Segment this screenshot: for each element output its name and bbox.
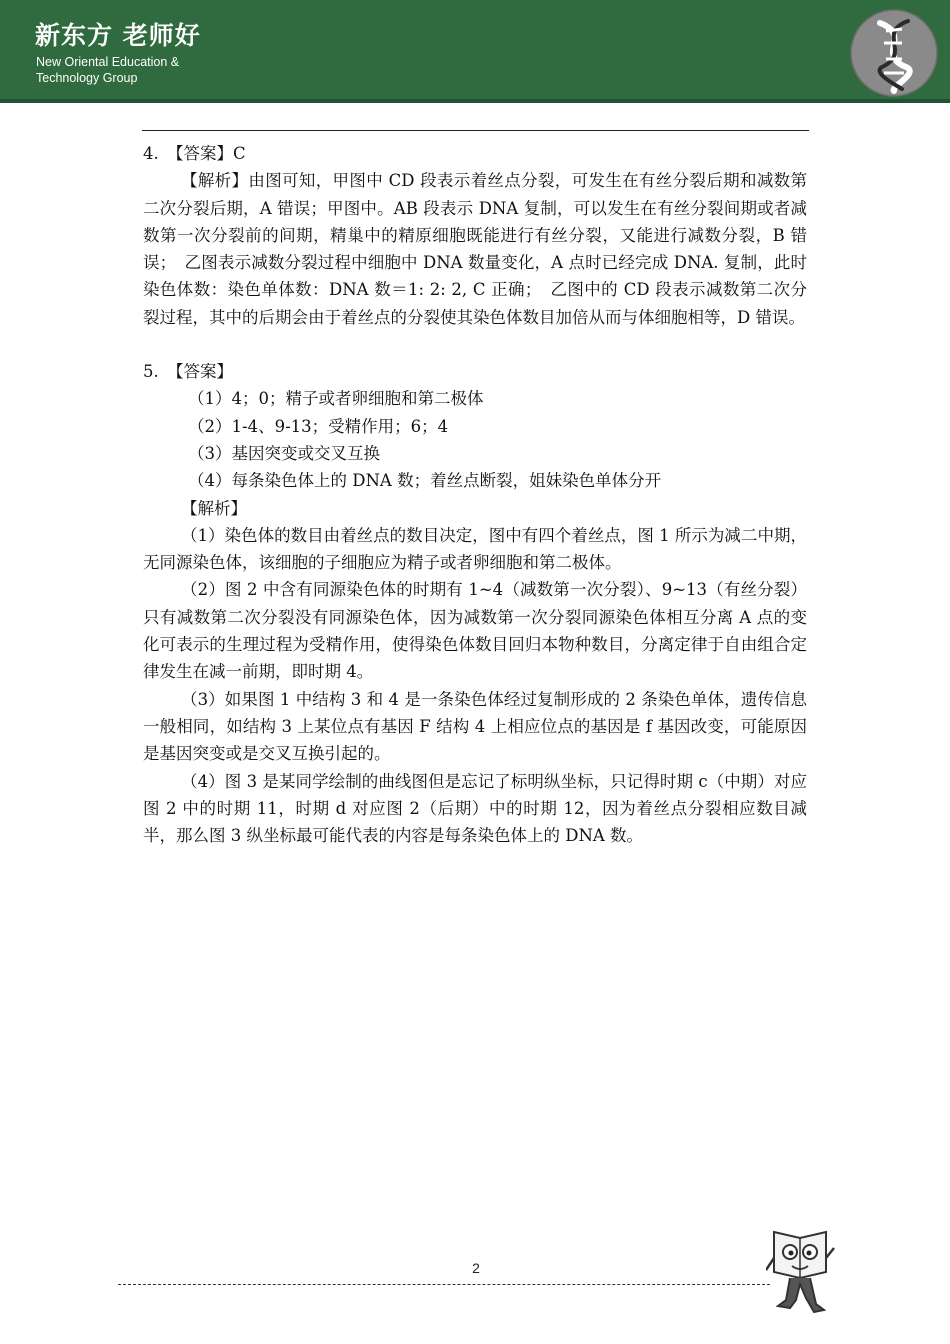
brand-name-cn: 新东方 老师好	[35, 21, 201, 50]
q5-answer-4: （4）每条染色体上的 DNA 数；着丝点断裂，姐妹染色单体分开	[188, 471, 662, 491]
q5-analysis-1: （1）染色体的数目由着丝点的数目决定，图中有四个着丝点，图 1 所示为减二中期，无同源染色体，该细胞的子细胞应为精子或者卵细胞和第二极体。	[143, 525, 807, 573]
q5-analysis-3: （3）如果图 1 中结构 3 和 4 是一条染色体经过复制形成的 2 条染色单体，遗传信息一般相同，如结构 3 上某位点有基因 F 结构 4 上相应位点的基因是 f 基因改变，可能原因是基因突变或是交叉互换引起的。	[143, 689, 807, 764]
q4-answer: 4. 【答案】C	[143, 144, 246, 163]
document-body	[143, 140, 807, 849]
brand-name-en-line2: Technology Group	[36, 71, 138, 85]
footer-dashed-line	[118, 1284, 770, 1285]
q4-analysis: 【解析】由图可知，甲图中 CD 段表示着丝点分裂，可发生在有丝分裂后期和减数第二次分裂后期，A 错误；甲图中。AB 段表示 DNA 复制，可以发生在有丝分裂间期或者减数第一次分裂前的间期，精巢中的精原细胞既能进行有丝分裂，又能进行减数分裂，B 错误； 乙图表示减数分裂过程中细胞中 DNA 数量变化，A 点时已经完成 DNA. 复制，此时染色体数：染色单体数：DNA 数＝1: 2: 2, C 正确； 乙图中的 CD 段表示减数第二次分裂过程，其中的后期会由于着丝点的分裂使其染色体数目加倍从而与体细胞相等，D 错误。	[143, 171, 807, 327]
q5-answer-2: （2）1-4、9-13；受精作用；6；4	[188, 416, 449, 436]
page-number: 2	[472, 1260, 480, 1276]
q5-analysis-4: （4）图 3 是某同学绘制的曲线图但是忘记了标明纵坐标，只记得时期 c（中期）对应图 2 中的时期 11，时期 d 对应图 2（后期）中的时期 12，因为着丝点分裂相应数目减半，那么图 3 纵坐标最可能代表的内容是每条染色体上的 DNA 数。	[143, 771, 807, 846]
q5-answer-1: （1）4；0；精子或者卵细胞和第二极体	[188, 389, 484, 409]
book-mascot-icon	[766, 1226, 836, 1318]
brand-name-en-line1: New Oriental Education &	[36, 55, 180, 69]
q5-answer-3: （3）基因突变或交叉互换	[188, 443, 380, 463]
brand-name-en	[36, 54, 216, 86]
q5-answer: 5. 【答案】	[143, 362, 233, 382]
section-gap	[143, 331, 807, 358]
q5-analysis-label: 【解析】	[181, 498, 247, 518]
page-header	[0, 0, 950, 103]
dna-helix-icon	[850, 9, 938, 97]
q5-analysis-2: （2）图 2 中含有同源染色体的时期有 1~4（减数第一次分裂）、9~13（有丝分裂）只有减数第二次分裂没有同源染色体，因为减数第一次分裂同源染色体相互分离 A 点的变化可表示的生理过程为受精作用，使得染色体数目回归本物种数目，分离定律于自由组合定律发生在减一前期，即时期 4。	[143, 580, 807, 682]
top-divider	[142, 130, 809, 131]
